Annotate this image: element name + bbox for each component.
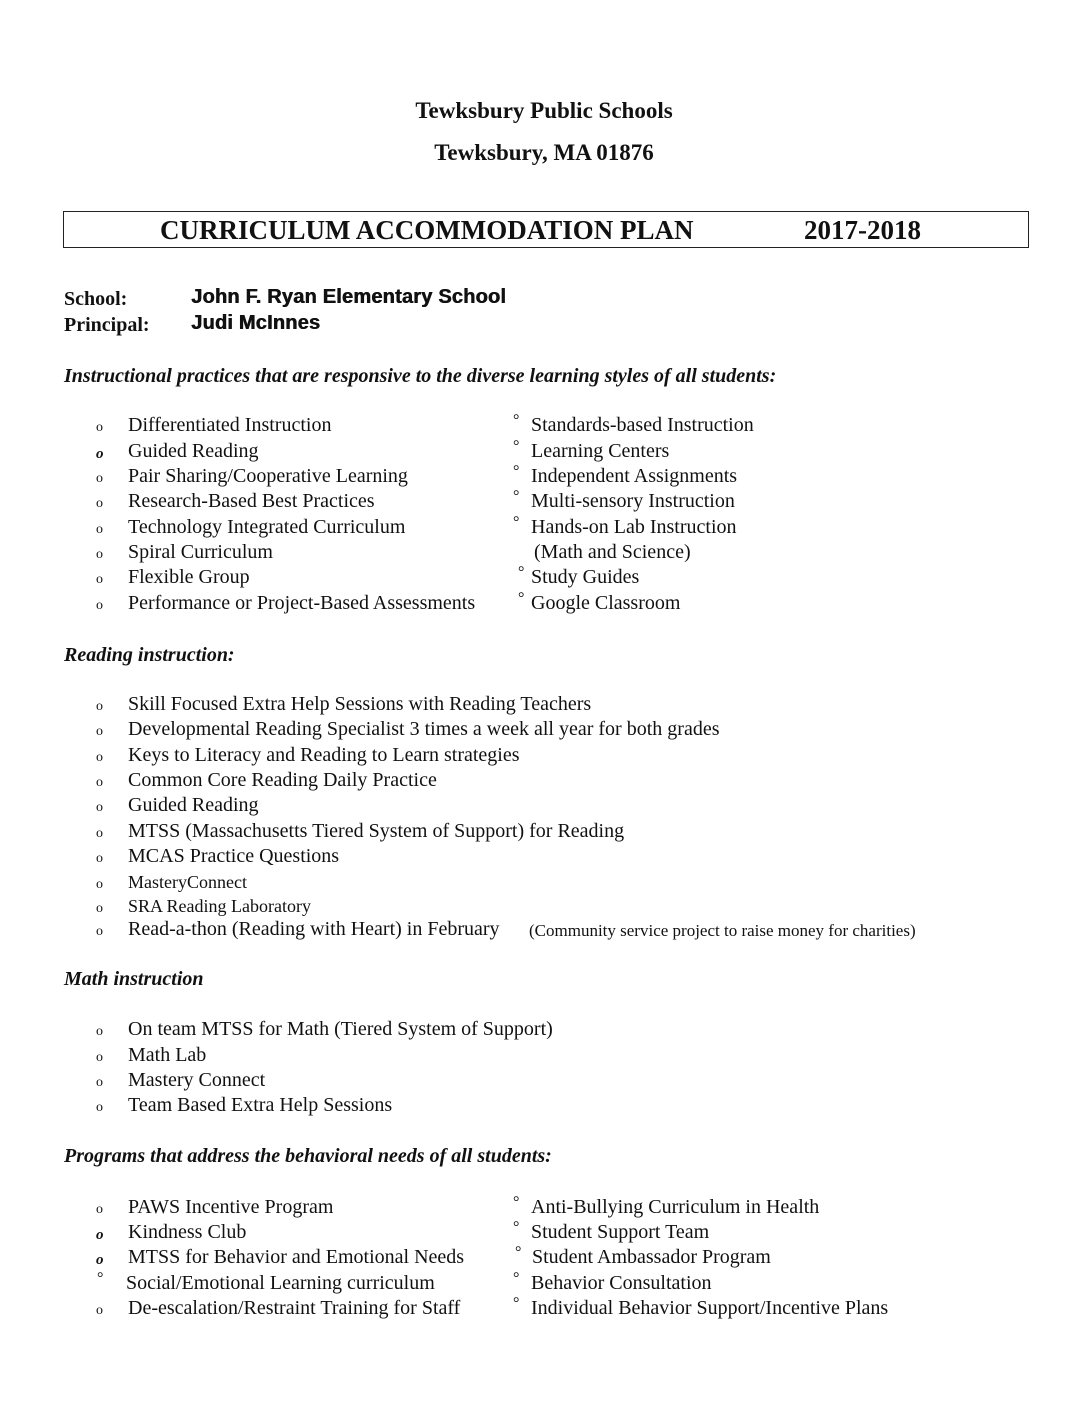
bullet-icon: o [96, 1303, 103, 1318]
bullet-icon: ° [513, 1270, 520, 1287]
instructional-heading: Instructional practices that are responsive to the diverse learning styles of all students: [64, 365, 777, 387]
list-item: o Pair Sharing/Cooperative Learning ° Independent Assignments [0, 465, 1088, 490]
bullet-icon: o [96, 851, 103, 866]
list-item: ° Social/Emotional Learning curriculum ° Behavior Consultation [97, 1270, 712, 1294]
list-item: o Developmental Reading Specialist 3 times a week all year for both grades [0, 718, 1088, 743]
principal-label: Principal: [64, 314, 150, 336]
school-name: John F. Ryan Elementary School [191, 286, 506, 308]
bullet-icon: o [96, 598, 103, 613]
list-item: o Technology Integrated Curriculum ° Hands-on Lab Instruction [0, 516, 1088, 541]
district-location: Tewksbury, MA 01876 [434, 140, 654, 165]
bullet-icon: o [96, 800, 103, 815]
bullet-icon: ° [97, 1270, 104, 1287]
bullet-icon: o [96, 1050, 103, 1065]
district-name: Tewksbury Public Schools [415, 98, 673, 123]
list-item: o Math Lab [0, 1044, 1088, 1069]
list-item: o Common Core Reading Daily Practice [0, 769, 1088, 794]
list-item: o Team Based Extra Help Sessions [0, 1094, 1088, 1119]
list-item: o SRA Reading Laboratory [0, 895, 1088, 920]
bullet-icon: o [96, 901, 103, 916]
principal-name: Judi McInnes [191, 312, 321, 334]
bullet-icon: o [96, 1075, 103, 1090]
list-item: o Kindness Club ° Student Support Team [0, 1221, 1088, 1246]
list-item: o Keys to Literacy and Reading to Learn strategies [0, 744, 1088, 769]
bullet-icon: o [96, 496, 103, 511]
school-label: School: [64, 288, 128, 310]
bullet-icon: o [96, 1100, 103, 1115]
list-item: o Spiral Curriculum (Math and Science) [0, 541, 1088, 566]
bullet-icon: o [96, 699, 103, 714]
list-item: o On team MTSS for Math (Tiered System of Support) [0, 1018, 1088, 1043]
plan-title-box [63, 211, 1029, 248]
bullet-icon: o [96, 522, 103, 537]
bullet-icon: ° [518, 590, 525, 607]
plan-title: CURRICULUM ACCOMMODATION PLAN [160, 215, 694, 245]
behavioral-heading: Programs that address the behavioral needs of all students: [64, 1145, 552, 1167]
readathon-note: (Community service project to raise money for charities) [529, 921, 916, 940]
list-item: o Differentiated Instruction ° Standards-based Instruction [0, 414, 1088, 439]
list-item: o MTSS for Behavior and Emotional Needs ° Student Ambassador Program [0, 1246, 1088, 1271]
bullet-icon: o [96, 1252, 104, 1268]
list-item: o MCAS Practice Questions [0, 845, 1088, 870]
list-item: o Skill Focused Extra Help Sessions with Reading Teachers [0, 693, 1088, 718]
bullet-icon: o [96, 572, 103, 587]
bullet-icon: ° [518, 564, 525, 581]
bullet-icon: o [96, 1024, 103, 1039]
bullet-icon: ° [513, 1295, 520, 1312]
list-item: o MasteryConnect [0, 871, 1088, 896]
bullet-icon: o [96, 446, 104, 462]
bullet-icon: o [96, 826, 103, 841]
bullet-icon: o [96, 724, 103, 739]
bullet-icon: o [96, 420, 103, 435]
bullet-icon: ° [513, 1219, 520, 1236]
bullet-icon: o [96, 877, 103, 892]
bullet-icon: o [96, 775, 103, 790]
list-item: o Mastery Connect [0, 1069, 1088, 1094]
bullet-icon: ° [513, 1194, 520, 1211]
reading-heading: Reading instruction: [64, 644, 235, 666]
bullet-icon: o [96, 471, 103, 486]
bullet-icon: ° [513, 488, 520, 505]
bullet-icon: ° [513, 514, 520, 531]
list-item: o Performance or Project-Based Assessments ° Google Classroom [0, 592, 1088, 617]
bullet-icon: ° [513, 438, 520, 455]
bullet-icon: ° [515, 1244, 522, 1261]
bullet-icon: o [96, 1227, 104, 1243]
list-item: o Research-Based Best Practices ° Multi-sensory Instruction [0, 490, 1088, 515]
bullet-icon: ° [513, 412, 520, 429]
bullet-icon: o [96, 924, 103, 939]
list-item: o Guided Reading ° Learning Centers [0, 440, 1088, 465]
list-item: o PAWS Incentive Program ° Anti-Bullying Curriculum in Health [0, 1196, 1088, 1221]
list-item: o Flexible Group ° Study Guides [0, 566, 1088, 591]
list-item: o Guided Reading [0, 794, 1088, 819]
bullet-icon: o [96, 1202, 103, 1217]
list-item: o MTSS (Massachusetts Tiered System of Support) for Reading [0, 820, 1088, 845]
plan-year: 2017-2018 [804, 215, 921, 245]
bullet-icon: o [96, 547, 103, 562]
list-item: o De-escalation/Restraint Training for Staff ° Individual Behavior Support/Incentive Plans [0, 1297, 1088, 1322]
math-heading: Math instruction [64, 968, 204, 990]
bullet-icon: ° [513, 463, 520, 480]
list-item: o Read-a-thon (Reading with Heart) in February (Community service project to raise money for charities) [0, 918, 1088, 943]
bullet-icon: o [96, 750, 103, 765]
